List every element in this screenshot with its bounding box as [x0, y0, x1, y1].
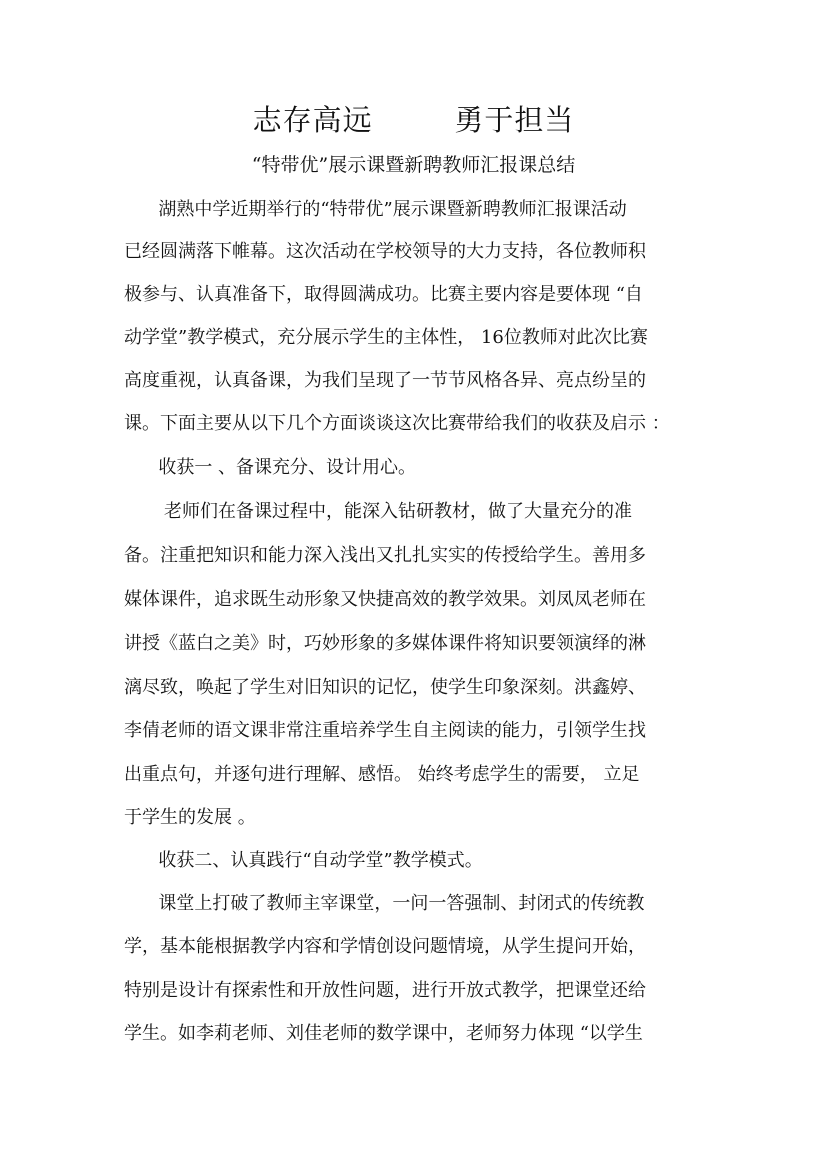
section-heading: 收获一 、备课充分、设计用心。	[124, 457, 417, 478]
section-heading: 收获二、认真践行“自动学堂”教学模式。	[124, 850, 483, 871]
text-line: 已经圆满落下帷幕。这次活动在学校领导的大力支持，各位教师积	[124, 241, 646, 262]
text-line: 媒体课件，追求既生动形象又快捷高效的教学效果。刘凤凤老师在	[124, 589, 646, 610]
text-line: 备。注重把知识和能力深入浅出又扎扎实实的传授给学生。善用多	[124, 545, 646, 566]
text-line: 老师们在备课过程中，能深入钻研教材，做了大量充分的准	[124, 501, 633, 522]
text-line: 极参与、认真准备下，取得圆满成功。比赛主要内容是要体现 “自	[124, 284, 643, 305]
text-line: 湖熟中学近期举行的“特带优”展示课暨新聘教师汇报课活动	[124, 199, 627, 220]
text-line: 讲授《蓝白之美》时，巧妙形象的多媒体课件将知识要领演绎的淋	[124, 633, 646, 654]
page-title: 志存高远 勇于担当	[252, 103, 575, 137]
text-line: 漓尽致，唤起了学生对旧知识的记忆，使学生印象深刻。洪鑫婷、	[124, 677, 646, 698]
text-line: 动学堂”教学模式，充分展示学生的主体性， 16位教师对此次比赛	[124, 327, 648, 348]
text-line: 出重点句，并逐句进行理解、感悟。 始终考虑学生的需要， 立足	[124, 764, 640, 785]
text-line: 课堂上打破了教师主宰课堂，一问一答强制、封闭式的传统教	[124, 893, 645, 914]
text-line: 课。下面主要从以下几个方面谈谈这次比赛带给我们的收获及启示 ：	[124, 413, 670, 434]
text-line: 学生。如李莉老师、刘佳老师的数学课中，老师努力体现 “以学生	[124, 1023, 643, 1044]
text-line: 高度重视，认真备课，为我们呈现了一节节风格各异、亮点纷呈的	[124, 370, 646, 391]
text-line: 学，基本能根据教学内容和学情创设问题情境，从学生提问开始，	[124, 936, 646, 957]
text-line: 于学生的发展 。	[124, 807, 256, 828]
text-line: 特别是设计有探索性和开放性问题，进行开放式教学，把课堂还给	[124, 980, 646, 1001]
text-line: 李倩老师的语文课非常注重培养学生自主阅读的能力，引领学生找	[124, 720, 646, 741]
page-subtitle: “特带优”展示课暨新聘教师汇报课总结	[251, 154, 576, 176]
